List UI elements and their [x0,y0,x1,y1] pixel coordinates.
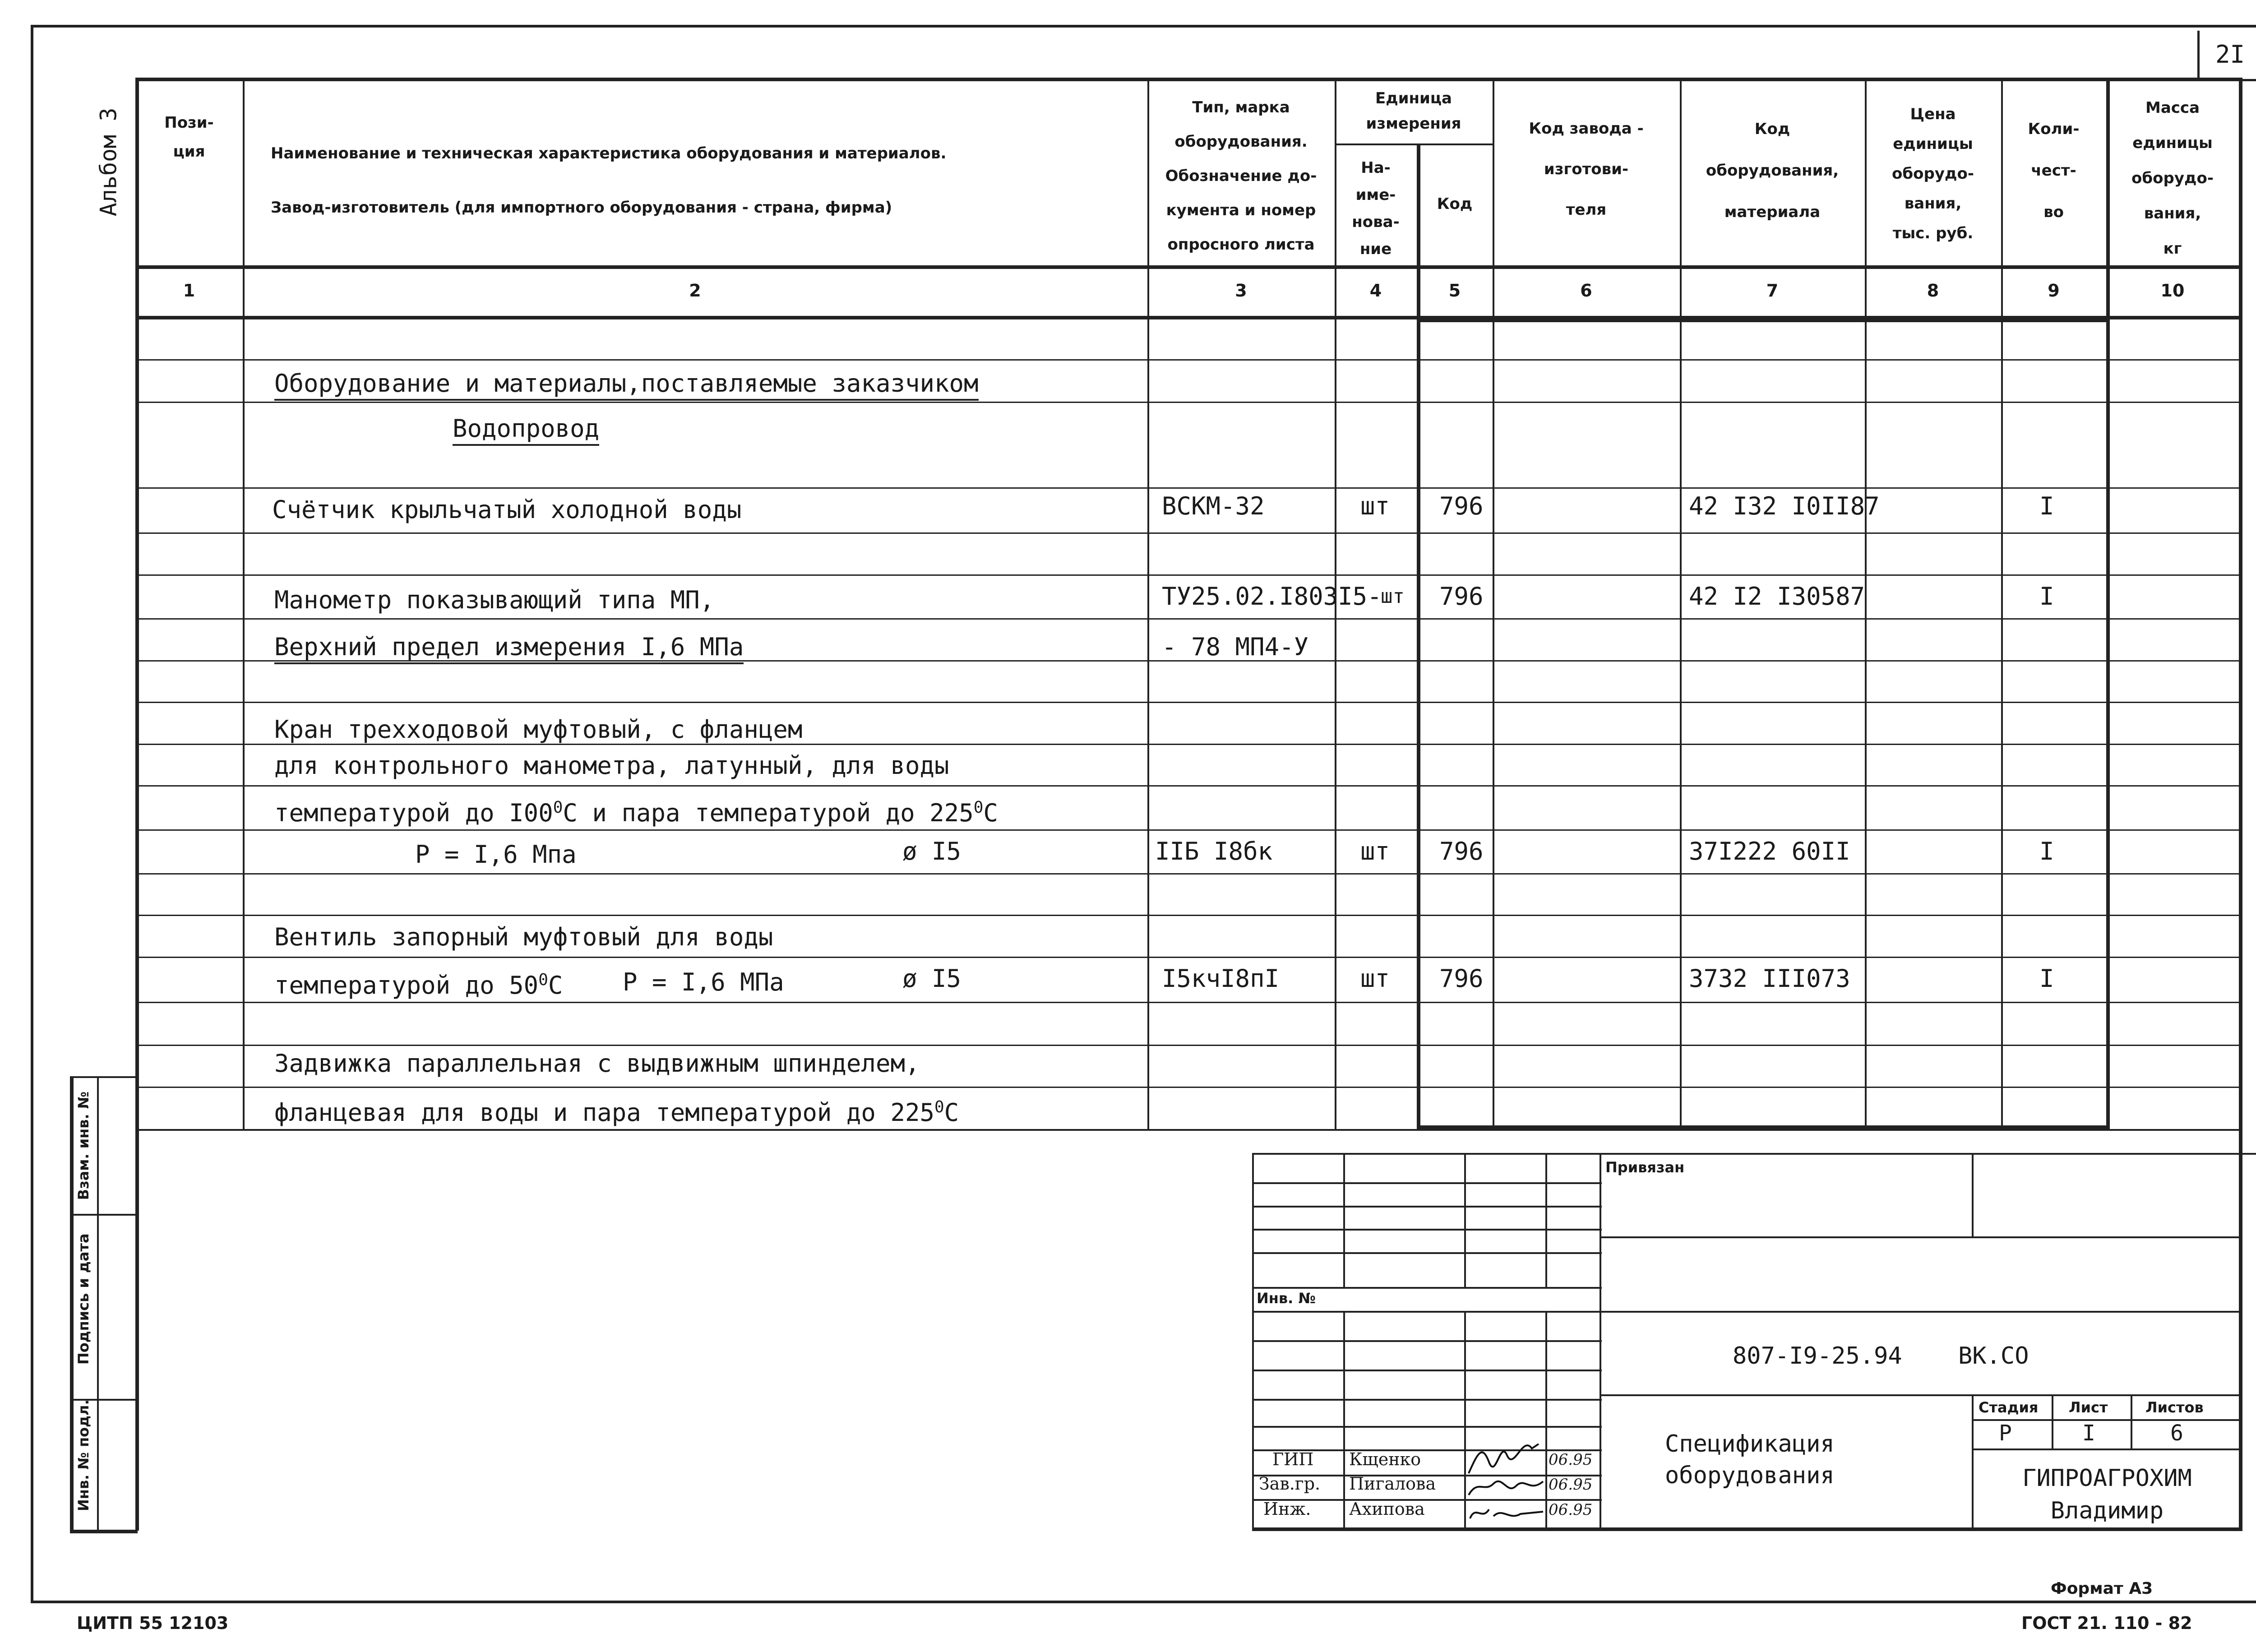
album-label: Альбом 3 [95,107,122,217]
format-label: Формат А3 [2051,1579,2153,1598]
item-valve3-dn: ø I5 [902,837,962,865]
item-gate-valve-dn: ø I5 [902,964,962,993]
signature-3 [1466,1500,1545,1525]
item-manometer-type-2: - 78 МП4-У [1162,633,1309,661]
item-manometer-mat-code: 42 I2 I30587 [1689,582,1865,611]
item-valve3-name-1: Кран трехходовой муфтовый, с фланцем [274,715,803,744]
item-gate-valve-mat-code: 3732 III073 [1689,964,1850,993]
item-valve3-unit: шт [1360,837,1390,865]
item-manometer-qty: I [2039,582,2054,611]
doc-mark: ВК.СО [1958,1342,2029,1370]
colnum-10: 10 [2160,281,2185,301]
header-equipment-code: Код оборудования, материала [1706,120,1839,221]
signer-date-1: 06.95 [1549,1451,1593,1469]
doc-code: 807-I9-25.94 [1733,1342,1902,1370]
item-sluice-name-2: фланцевая для воды и пара температурой до $225^0C$ [274,1098,959,1127]
header-unit-code: Код [1437,195,1473,213]
stage-label: Стадия [1979,1399,2039,1416]
item-manometer-type-1: ТУ25.02.I803I5- [1162,582,1382,611]
item-valve3-name-2: для контрольного манометра, латунный, для воды [274,751,949,780]
item-valve3-type: IIБ I8бк [1155,837,1273,865]
item-gate-valve-name-1: Вентиль запорный муфтовый для воды [274,923,773,951]
item-gate-valve-type: I5кчI8пI [1162,964,1280,993]
item-valve3-code: 796 [1439,837,1484,865]
colnum-5: 5 [1448,281,1461,301]
item-meter-qty: I [2039,492,2054,520]
header-type: Тип, марка оборудования. Обозначение до- кумента и номер опросного листа [1165,98,1317,254]
doc-title: Спецификация оборудования [1665,1430,1835,1489]
signature-1 [1464,1430,1545,1478]
item-meter-mat-code: 42 I32 I0II87 [1689,492,1880,520]
subsection-title: Водопровод [453,414,599,446]
inv-no-label: Инв. № [1257,1290,1316,1307]
signature-2 [1466,1475,1545,1499]
signer-name-1: Кщенко [1349,1449,1421,1469]
header-price: Цена единицы оборудо- вания, тыс. руб. [1892,105,1974,242]
stamp-inv-orig: Инв. № подл. [75,1399,92,1511]
item-manometer-unit-inline: шт [1381,585,1405,608]
header-mass: Масса единицы оборудо- вания, кг [2131,99,2214,258]
signer-date-3: 06.95 [1549,1501,1593,1519]
colnum-7: 7 [1766,281,1779,301]
item-gate-valve-pressure: Р = I,6 МПа [623,968,784,996]
item-valve3-name-3: температурой до $I00^0C$ и пара температурой до $225^0C$ [274,798,998,827]
header-manufacturer-code: Код завода - изготови- теля [1529,120,1644,219]
section-title: Оборудование и материалы,поставляемые заказчиком [274,369,979,401]
item-meter-code: 796 [1439,492,1484,520]
header-quantity: Коли- чест- во [2028,120,2080,221]
signer-role-1: ГИП [1272,1449,1314,1469]
colnum-2: 2 [689,281,701,301]
colnum-1: 1 [183,281,195,301]
sheets-label: Листов [2145,1399,2204,1416]
item-valve3-mat-code: 37I222 60II [1689,837,1850,865]
item-gate-valve-code: 796 [1439,964,1484,993]
colnum-9: 9 [2048,281,2060,301]
item-sluice-name-1: Задвижка параллельная с выдвижным шпинделем, [274,1049,920,1078]
colnum-6: 6 [1580,281,1592,301]
header-unit-group: Единица измерения [1366,89,1461,133]
item-meter-name: Счётчик крыльчатый холодной воды [272,495,742,524]
item-gate-valve-name-2: температурой до $50^0C$ [274,971,563,1000]
signer-name-3: Ахипова [1349,1499,1425,1519]
footer-left: ЦИТП 55 12103 [77,1613,229,1633]
item-gate-valve-qty: I [2039,964,2054,993]
signer-date-2: 06.95 [1549,1476,1593,1494]
item-gate-valve-unit: шт [1360,964,1390,993]
header-name: Наименование и техническая характеристика оборудования и материалов. Завод-изготовитель (для импортного оборудования - страна, фирма) [271,144,947,217]
sheet-value: I [2082,1421,2095,1446]
privyazan-label: Привязан [1605,1159,1685,1176]
item-meter-type: ВСКМ-32 [1162,492,1265,520]
signer-role-3: Инж. [1263,1499,1311,1519]
sheet-label: Лист [2069,1399,2108,1416]
item-manometer-code: 796 [1439,582,1484,611]
colnum-3: 3 [1235,281,1247,301]
item-meter-unit: шт [1360,492,1390,520]
item-manometer-name-2: Верхний предел измерения I,6 МПа [274,633,744,664]
organization: ГИПРОАГРОХИМ Владимир [2022,1465,2192,1524]
item-valve3-pressure: Р = I,6 Мпа [415,840,577,869]
colnum-8: 8 [1927,281,1939,301]
sheets-value: 6 [2170,1421,2183,1446]
signer-name-2: Пигалова [1349,1474,1436,1494]
item-manometer-name-1: Манометр показывающий типа МП, [274,586,715,614]
header-unit-name: На- име- нова- ние [1352,159,1400,258]
page-number: 2I [2197,31,2256,81]
footer-right: ГОСТ 21. 110 - 82 [2021,1613,2192,1633]
header-position: Пози- ция [164,114,214,161]
stage-value: Р [1999,1421,2012,1446]
signer-role-2: Зав.гр. [1259,1474,1321,1494]
stamp-replace-inv: Взам. инв. № [75,1091,92,1200]
stamp-sign-date: Подпись и дата [75,1233,92,1365]
colnum-4: 4 [1369,281,1382,301]
item-valve3-qty: I [2039,837,2054,865]
